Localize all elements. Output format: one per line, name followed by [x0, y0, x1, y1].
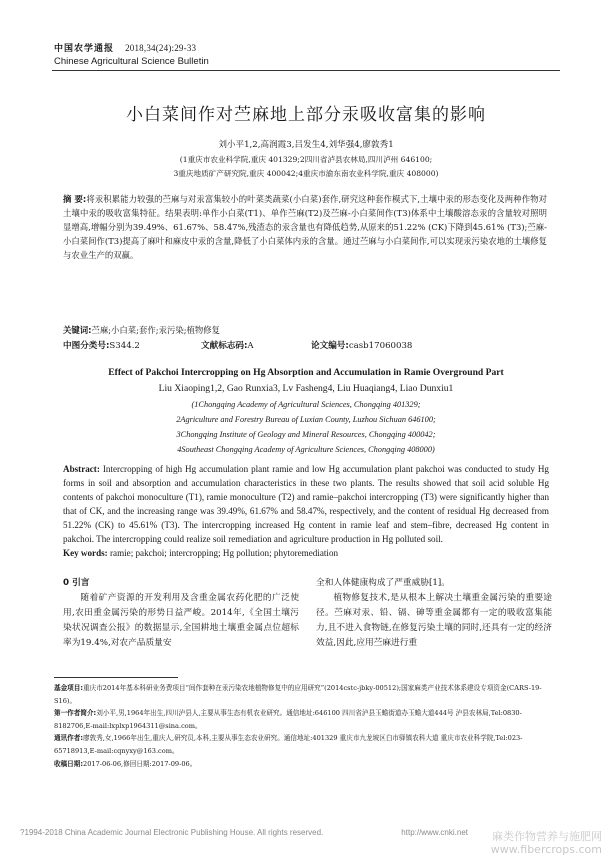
journal-name-cn: 中国农学通报 [54, 44, 115, 54]
intro-heading: 0 引言 [63, 578, 90, 588]
footnote-dates: 收稿日期:2017-06-06,修回日期:2017-09-06。 [54, 759, 197, 768]
affiliation-cn-2: 3重庆地质矿产研究院,重庆 400042;4重庆市渝东南农业科学院,重庆 408000) [173, 169, 439, 178]
footnote-rule [54, 677, 178, 678]
paper-title-en: Effect of Pakchoi Intercropping on Hg Absorption and Accumulation in Ramie Overground Part [108, 367, 504, 378]
footnote-first-author: 第一作者简介:刘小平,男,1964年出生,四川泸县人,主要从事生态有机农业研究。通信地址:646100 四川省泸县玉蟾街道办玉蟾大道444号 泸县农林局,Tel:0830-8182706,E-mail:lxplxp1964311@sina.com。 [54, 709, 522, 730]
footnotes [54, 682, 558, 770]
clc-value: S344.2 [109, 341, 140, 351]
affiliation-en-1: (1Chongqing Academy of Agricultural Sciences, Chongqing 401329; [191, 400, 421, 409]
intro-paragraph-2: 植物修复技术,是从根本上解决土壤重金属污染的重要途径。苎麻对汞、铅、镉、砷等重金属都有一定的吸收富集能力,且不进入食物链,在修复污染土壤的同时,还具有一定的经济效益,因此,应用苎麻进行重 [316, 593, 552, 649]
paper-title-cn: 小白菜间作对苎麻地上部分汞吸收富集的影响 [126, 105, 486, 125]
abstract-en-label: Abstract: [63, 464, 100, 474]
intro-continuation: 全和人体健康构成了严重威胁[1]。 [316, 578, 450, 588]
watermark: 麻类作物营养与施肥网 www.fibercrops.com [490, 830, 602, 856]
keywords-cn [63, 323, 547, 337]
authors-cn: 刘小平1,2,高润霞3,吕发生4,刘华强4,廖敦秀1 [218, 140, 394, 150]
authors-en: Liu Xiaoping1,2, Gao Runxia3, Lv Fasheng4, Liu Huaqiang4, Liao Dunxiu1 [158, 383, 454, 394]
affiliation-en-3: 3Chongqing Institute of Geology and Mineral Resources, Chongqing 400042; [176, 430, 436, 439]
doc-code-value: A [247, 341, 254, 351]
footnote-corresponding-author: 通讯作者:廖敦秀,女,1966年出生,重庆人,研究员,本科,主要从事生态农业研究。通信地址:401329 重庆市九龙坡区白市驿镇农科大道 重庆市农业科学院,Tel:023-65718913,E-mail:cqnyxy@163.com。 [54, 734, 523, 755]
affiliation-en-4: 4Southeast Chongqing Academy of Agriculture Sciences, Chongqing 408000) [177, 445, 435, 454]
abstract-cn-text: 将汞积累能力较强的苎麻与对汞富集较小的叶菜类蔬菜(小白菜)套作,研究这种套作模式下,土壤中汞的形态变化及两种作物对土壤中汞的吸收富集特征。结果表明:单作小白菜(T1)、单作苎麻(T2)及苎麻-小白菜间作(T3)体系中土壤酸溶态汞的含量较对照明显增高,增幅分别为39.49%、61.67%、58.47%,残渣态的汞含量也有降低趋势,从原来的51.22% (CK)下降到45.61% (T3);苎麻-小白菜间作(T3)提高了麻叶和麻皮中汞的含量,降低了小白菜体内汞的含量。通过苎麻与小白菜间作,可以实现汞污染农地的土壤修复与农业生产的双赢。 [63, 194, 547, 261]
footnote-funding: 基金项目:重庆市2014年基本科研业务费项目“间作套种在汞污染农地植物修复中的应用研究”(2014cstc-jbky-00512);国家麻类产业技术体系建设专项资金(CARS-19-S16)。 [54, 684, 542, 705]
cnki-link[interactable]: http://www.cnki.net [401, 828, 468, 837]
journal-name-en: Chinese Agricultural Science Bulletin [54, 56, 209, 67]
abstract-en [63, 462, 549, 546]
keywords-en-label: Key words: [63, 548, 108, 558]
paper-number-label: 论文编号: [311, 341, 349, 351]
journal-header [54, 41, 196, 54]
abstract-cn-label: 摘 要: [63, 194, 87, 204]
intro-right-column [316, 576, 552, 651]
paper-number-value: casb17060038 [348, 341, 413, 351]
keywords-en-text: ramie; pakchoi; intercropping; Hg pollution; phytoremediation [110, 548, 339, 558]
copyright-text: ?1994-2018 China Academic Journal Electronic Publishing House. All rights reserved. [20, 828, 324, 837]
abstract-cn [63, 192, 547, 262]
keywords-en [63, 546, 549, 560]
header-rule [52, 70, 560, 71]
doc-code-label: 文献标志码: [201, 341, 248, 351]
clc-label: 中图分类号: [63, 341, 110, 351]
affiliation-en-2: 2Agriculture and Forestry Bureau of Luxian County, Luzhou Sichuan 646100; [176, 415, 436, 424]
intro-left-column [63, 576, 299, 651]
journal-volume: 2018,34(24):29-33 [125, 43, 197, 53]
affiliation-cn-1: (1重庆市农业科学院,重庆 401329;2四川省泸县农林局,四川泸州 646100; [179, 155, 433, 164]
keywords-cn-text: 苎麻;小白菜;套作;汞污染;植物修复 [91, 325, 221, 335]
keywords-cn-label: 关键词: [63, 325, 92, 335]
intro-paragraph-1: 随着矿产资源的开发利用及含重金属农药化肥的广泛使用,农田重金属污染的形势日益严峻。2014年,《全国土壤污染状况调查公报》的数据显示,全国耕地土壤重金属点位超标率为19.4%,对农产品质量安 [63, 593, 299, 649]
abstract-en-text: Intercropping of high Hg accumulation plant ramie and low Hg accumulation plant pakchoi was conducted to study Hg forms in soil and absorption and accumulation characteristics in these two plants. The results showed that soil acid soluble Hg contents of pakchoi monoculture (T1), ramie monoculture (T2) and ramie–pakchoi intercropping (T3) were significantly higher than that of CK, and the increasing range was 39.49%, 61.67% and 58.47%, respectively, and the content of residual Hg decreased from 51.22% (CK) to 45.61% (T3). The intercropping increased Hg content in ramie leaf and stem–fibre, decreased Hg content in pakchoi. The intercropping could realize soil remediation and agriculture production in Hg polluted soil. [63, 464, 549, 544]
